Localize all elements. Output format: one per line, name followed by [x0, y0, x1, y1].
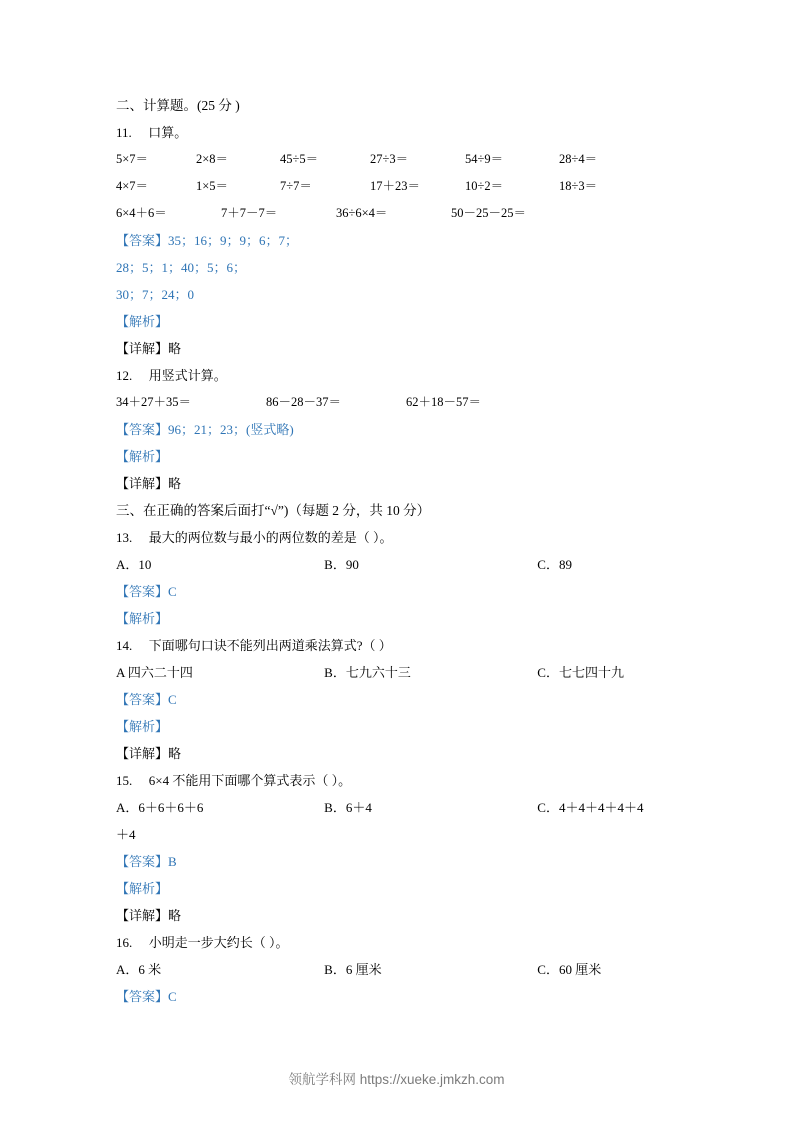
- question-15-number: 15.: [116, 773, 133, 788]
- question-16-options: [116, 956, 686, 983]
- question-13-prompt: [116, 524, 686, 551]
- question-16-number: 16.: [116, 935, 133, 950]
- page-footer: 领航学科网 https://xueke.jmkzh.com: [288, 1072, 505, 1087]
- calc-item: 7÷7＝: [280, 179, 312, 193]
- question-14-detail: 【详解】略: [116, 746, 182, 761]
- calc-item: 50－25－25＝: [451, 206, 527, 220]
- option-c[interactable]: C．4＋4＋4＋4＋4: [537, 800, 644, 815]
- question-14-answer: 【答案】C: [116, 692, 177, 707]
- question-15-detail: 【详解】略: [116, 908, 182, 923]
- question-11-row-3: [116, 200, 686, 227]
- question-15-analysis: 【解析】: [116, 881, 169, 896]
- question-14-prompt: [116, 632, 686, 659]
- option-a[interactable]: A．10: [116, 557, 152, 572]
- calc-item: 36÷6×4＝: [336, 206, 388, 220]
- question-14-analysis: 【解析】: [116, 719, 169, 734]
- option-b[interactable]: B．90: [324, 557, 359, 572]
- option-b[interactable]: B．6 厘米: [324, 962, 382, 977]
- calc-item: 86－28－37＝: [266, 395, 342, 409]
- question-11-number: 11.: [116, 125, 132, 140]
- calc-item: 28÷4＝: [559, 152, 598, 166]
- calc-item: 34＋27＋35＝: [116, 395, 192, 409]
- question-11-text: 口算。: [148, 125, 188, 140]
- question-13-text: 最大的两位数与最小的两位数的差是（ ）。: [148, 530, 393, 545]
- section-heading-3: 三、在正确的答案后面打“√”)（每题 2 分，共 10 分）: [116, 503, 431, 518]
- question-12-analysis: 【解析】: [116, 449, 169, 464]
- document-content: [116, 92, 686, 1010]
- question-12-text: 用竖式计算。: [148, 368, 227, 383]
- calc-item: 27÷3＝: [370, 152, 409, 166]
- question-13-analysis: 【解析】: [116, 611, 169, 626]
- question-16-answer: 【答案】C: [116, 989, 177, 1004]
- option-a[interactable]: A 四六二十四: [116, 665, 193, 680]
- question-11-prompt: [116, 119, 686, 146]
- calc-item: 54÷9＝: [465, 152, 504, 166]
- calc-item: 17＋23＝: [370, 179, 421, 193]
- question-15-prompt: [116, 767, 686, 794]
- question-15-option-wrap: ＋4: [116, 827, 136, 842]
- question-11-analysis: 【解析】: [116, 314, 169, 329]
- question-11-answer-line-1: 【答案】35；16；9；9；6；7；: [116, 233, 299, 248]
- question-11-row-2: [116, 173, 686, 200]
- option-c[interactable]: C．七七四十九: [537, 665, 624, 680]
- question-13-answer: 【答案】C: [116, 584, 177, 599]
- calc-item: 10÷2＝: [465, 179, 504, 193]
- option-b[interactable]: B．七九六十三: [324, 665, 411, 680]
- question-14-options: [116, 659, 686, 686]
- question-11-row-1: [116, 146, 686, 173]
- option-a[interactable]: A．6＋6＋6＋6: [116, 800, 204, 815]
- calc-item: 7＋7－7＝: [221, 206, 278, 220]
- question-11-detail: 【详解】略: [116, 341, 182, 356]
- calc-item: 4×7＝: [116, 179, 149, 193]
- calc-item: 5×7＝: [116, 152, 149, 166]
- question-15-options: [116, 794, 686, 821]
- question-16-text: 小明走一步大约长（ ）。: [148, 935, 289, 950]
- question-14-text: 下面哪句口诀不能列出两道乘法算式?（ ）: [148, 638, 392, 653]
- question-13-options: [116, 551, 686, 578]
- question-12-answer: 【答案】96；21；23；(竖式略): [116, 422, 294, 437]
- question-15-answer: 【答案】B: [116, 854, 177, 869]
- calc-item: 45÷5＝: [280, 152, 319, 166]
- question-16-prompt: [116, 929, 686, 956]
- question-12-number: 12.: [116, 368, 133, 383]
- option-a[interactable]: A．6 米: [116, 962, 162, 977]
- question-12-detail: 【详解】略: [116, 476, 182, 491]
- calc-item: 6×4＋6＝: [116, 206, 167, 220]
- option-c[interactable]: C．89: [537, 557, 572, 572]
- option-c[interactable]: C．60 厘米: [537, 962, 602, 977]
- question-15-text: 6×4 不能用下面哪个算式表示（ ）。: [148, 773, 352, 788]
- question-13-number: 13.: [116, 530, 133, 545]
- question-11-answer-line-3: 30；7；24；0: [116, 287, 195, 302]
- calc-item: 62＋18－57＝: [406, 395, 482, 409]
- question-14-number: 14.: [116, 638, 133, 653]
- section-heading-2: 二、计算题。(25 分 ): [116, 98, 240, 113]
- calc-item: 2×8＝: [196, 152, 229, 166]
- question-12-prompt: [116, 362, 686, 389]
- calc-item: 1×5＝: [196, 179, 229, 193]
- calc-item: 18÷3＝: [559, 179, 598, 193]
- option-b[interactable]: B．6＋4: [324, 800, 372, 815]
- question-11-answer-line-2: 28；5；1；40；5；6；: [116, 260, 247, 275]
- question-12-row-1: [116, 389, 686, 416]
